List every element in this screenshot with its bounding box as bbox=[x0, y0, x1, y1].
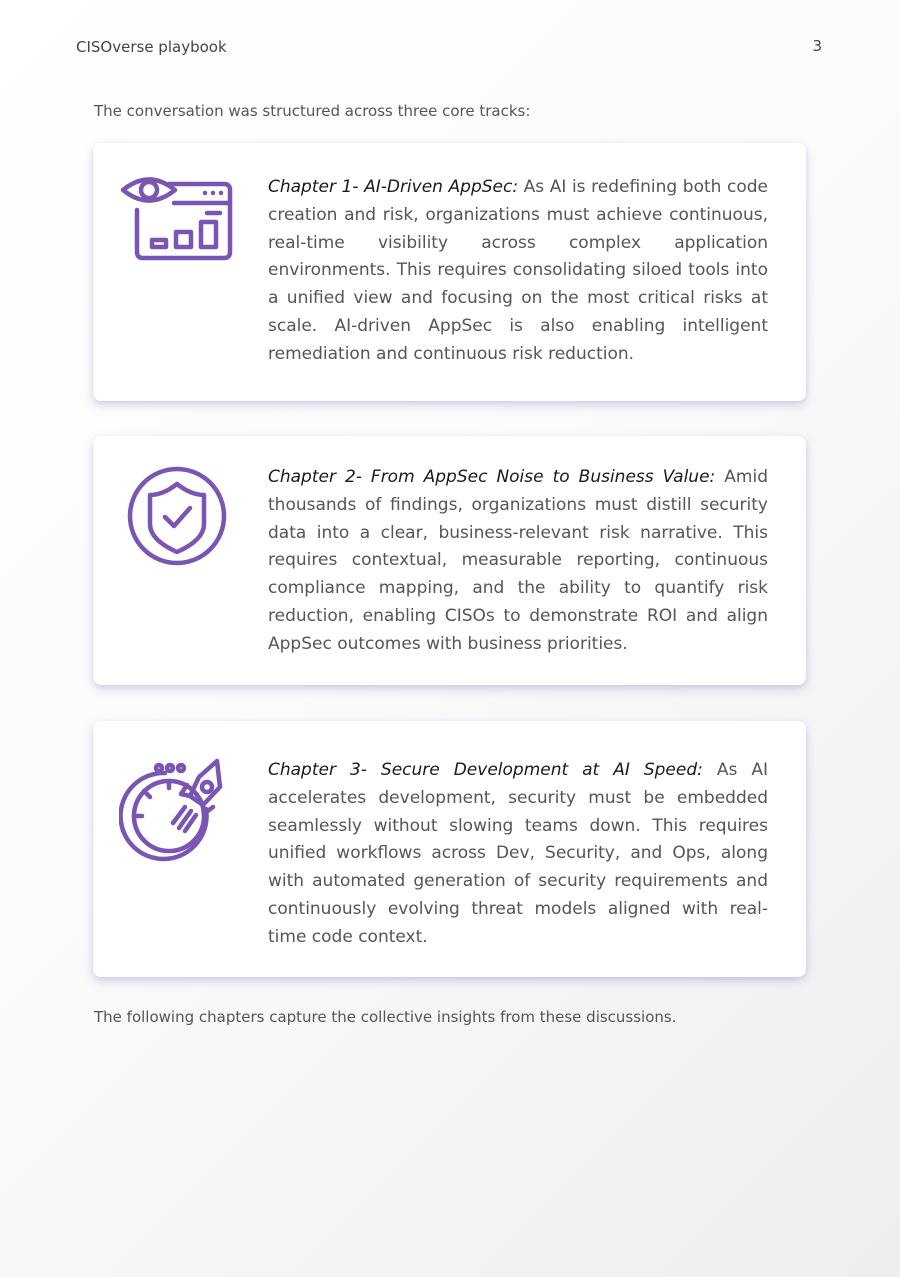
track-card-1 bbox=[93, 143, 806, 401]
outro-text: The following chapters capture the collective insights from these discussions. bbox=[94, 1008, 677, 1026]
shield-check-icon bbox=[119, 458, 235, 574]
track-1-title: Chapter 1- AI-Driven AppSec: bbox=[268, 177, 519, 197]
track-3-title: Chapter 3- Secure Development at AI Speed: bbox=[268, 760, 703, 780]
rocket-speedometer-icon bbox=[119, 757, 235, 873]
track-1-body: As AI is redefining both code creation and risk, organizations must achieve continuous, real-time visibility across complex application environments. This requires consolidating siloed tools into a unified view and focusing on the most critical risks at scale. AI-driven AppSec is also enabling intelligent remediation and continuous risk reduction. bbox=[268, 177, 769, 364]
track-3-body: As AI accelerates development, security must be embedded seamlessly without slowing teams down. This requires unified workflows across Dev, Security, and Ops, along with automated generation of security requirements and continuously evolving threat models aligned with real-time code context. bbox=[268, 760, 768, 947]
track-card-2 bbox=[93, 436, 806, 685]
intro-text: The conversation was structured across three core tracks: bbox=[94, 102, 531, 120]
track-2-body: Amid thousands of findings, organizations must distill security data into a clear, business-relevant risk narrative. This requires contextual, measurable reporting, continuous compliance mapping, and the ability to quantify risk reduction, enabling CISOs to demonstrate ROI and align AppSec outcomes with business priorities. bbox=[268, 467, 768, 654]
page-header-title: CISOverse playbook bbox=[76, 38, 227, 56]
track-card-3 bbox=[93, 721, 806, 977]
eye-dashboard-icon bbox=[119, 171, 235, 287]
page-number: 3 bbox=[812, 37, 822, 55]
track-2-title: Chapter 2- From AppSec Noise to Business Value: bbox=[268, 467, 716, 487]
